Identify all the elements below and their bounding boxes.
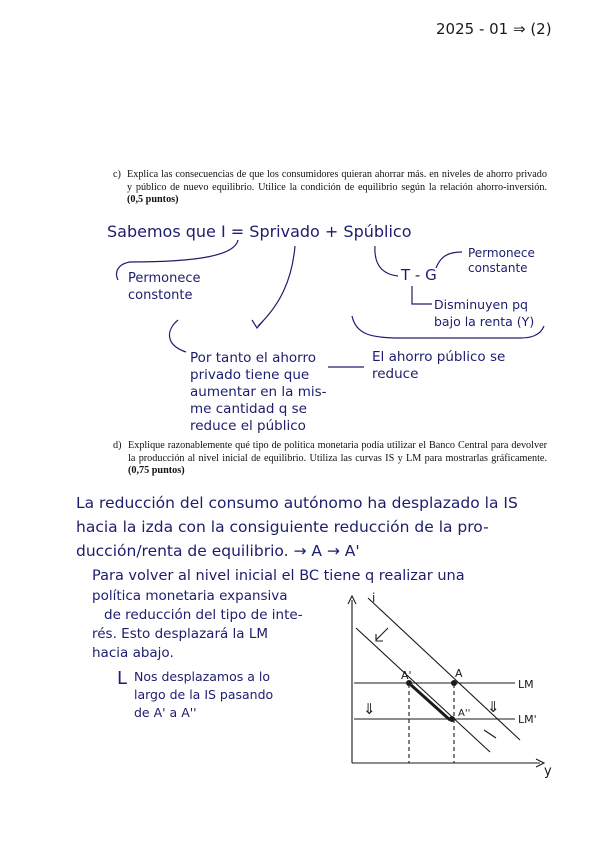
question-d-label: d) [113,440,122,451]
private-note-line-1: Por tanto el ahorro [190,350,316,366]
point-a-dot [451,680,457,686]
move-arrow [411,685,450,720]
answer-d-policy-first: Para volver al nivel inicial el BC tiene q realizar una [92,568,465,584]
i-note-line-1: Permonece [128,271,201,286]
i-note-line-2: constonte [128,288,193,303]
is-shift-arrow-2 [484,730,496,738]
question-c-body: Explica las consecuencias de que los consumidores quieran ahorrar más. en niveles de ahorro privado y público de nuevo equilibrio. Utilice la condición de equilibrio según la relación ahorro-inversión. [127,169,547,193]
point-a1-label: A' [401,669,412,682]
tg-note-line-1: Permonece [468,246,535,260]
policy-line-3: rés. Esto desplazará la LM [92,626,269,642]
y-axis-label: i [372,591,376,605]
tg-note-line-2: constante [468,261,528,275]
header-annotation: 2025 - 01 ⇒ (2) [436,20,552,38]
step-bullet: L [117,668,128,689]
arrow-down-left: ⇓ [363,700,376,718]
answer-c-equation: Sabemos que I = Sprivado + Spúblico [107,222,412,241]
x-axis-label: y [544,764,552,779]
question-d-body: Explique razonablemente qué tipo de política monetaria podía utilizar el Banco Central para devolver la producción al nivel inicial de equilibrio. Utiliza las curvas IS y LM para mostrarlas gráficamente. [128,440,547,464]
private-note-line-5: reduce el público [190,418,306,434]
public-note-line-2: reduce [372,366,419,382]
lm2-label: LM' [518,713,537,726]
intro-line-2: hacia la izda con la consiguiente reducción de la pro- [76,518,489,536]
point-a-label: A [455,667,463,680]
intro-line-3: ducción/renta de equilibrio. → A → A' [76,542,360,560]
lm-label: LM [518,678,534,691]
private-note-line-2: privado tiene que [190,367,310,383]
public-note-line-1: El ahorro público se [372,349,506,365]
is-shift-arrow-1 [376,628,388,640]
intro-line-1: La reducción del consumo autónomo ha desplazado la IS [76,494,518,512]
policy-line-2: de reducción del tipo de inte- [104,607,303,623]
question-c-points: (0,5 puntos) [127,194,179,206]
is-curve-shifted [356,628,490,752]
arrow-down-right: ⇓ [487,698,500,716]
answer-c-tg: T - G [401,266,437,284]
private-note-line-3: aumentar en la mis- [190,384,327,400]
tg-reason-line-2: bajo la renta (Y) [434,314,535,329]
question-d-points: (0,75 puntos) [128,465,185,477]
step-line-1: Nos desplazamos a lo [134,669,270,684]
tg-reason-line-1: Disminuyen pq [434,297,528,312]
step-line-3: de A' a A'' [134,705,197,720]
is-shift-arrowhead-1 [376,634,383,641]
policy-line-4: hacia abajo. [92,645,174,661]
policy-line-1: política monetaria expansiva [92,588,288,604]
step-line-2: largo de la IS pasando [134,687,274,702]
point-a2-dot [449,716,455,722]
question-c-label: c) [113,169,121,180]
private-note-line-4: me cantidad q se [190,401,307,417]
point-a2-label: A'' [458,708,471,719]
